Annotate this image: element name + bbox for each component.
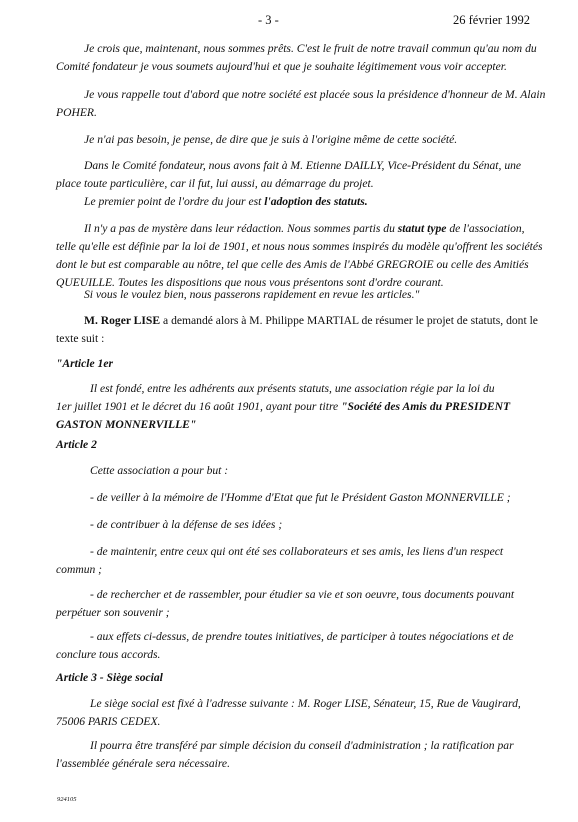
paragraph-1-line-2: Comité fondateur je vous soumets aujourd'hui et que je souhaite légitimement vous voir accepter. xyxy=(56,60,507,73)
article-2-title: Article 2 xyxy=(56,438,97,451)
article-1-title: "Article 1er xyxy=(56,357,113,370)
paragraph-4 xyxy=(56,157,548,193)
article-2-intro xyxy=(56,462,548,480)
paragraph-6-line-4: QUEUILLE. Toutes les dispositions que nous vous présentons sont d'ordre courant. xyxy=(56,276,444,289)
paragraph-6-text-a: Il n'y a pas de mystère dans leur rédaction. Nous sommes partis du xyxy=(84,222,398,235)
article-1-body xyxy=(56,380,548,434)
paragraph-1-line-1: Je crois que, maintenant, nous sommes prêts. C'est le fruit de notre travail commun qu'au nom du xyxy=(84,42,537,55)
article-2-item-1-text: - de veiller à la mémoire de l'Homme d'Etat que fut le Président Gaston MONNERVILLE ; xyxy=(90,491,511,504)
association-title: "Société des Amis du PRESIDENT xyxy=(341,400,511,413)
paragraph-6-text-c: de l'association, xyxy=(446,222,525,235)
article-2-item-5 xyxy=(56,628,548,664)
article-2-item-4 xyxy=(56,586,548,622)
article-2-item-4-line-1: - de rechercher et de rassembler, pour étudier sa vie et son oeuvre, tous documents pouvant xyxy=(90,588,515,601)
paragraph-8 xyxy=(56,312,548,348)
paragraph-1 xyxy=(56,40,548,76)
paragraph-6-line-3: dont le but est comparable au nôtre, tel que celle des Amis de l'Abbé GREGROIE ou celle des Amitiés xyxy=(56,258,529,271)
paragraph-6 xyxy=(56,220,548,292)
association-title-end: GASTON MONNERVILLE" xyxy=(56,418,197,431)
paragraph-8-text: a demandé alors à M. Philippe MARTIAL de résumer le projet de statuts, dont le xyxy=(160,314,538,327)
article-1-line-1: Il est fondé, entre les adhérents aux présents statuts, une association régie par la loi du xyxy=(90,382,495,395)
paragraph-7-line-1: Si vous le voulez bien, nous passerons rapidement en revue les articles." xyxy=(84,288,420,301)
paragraph-2 xyxy=(56,86,548,122)
article-2-item-1 xyxy=(56,489,548,507)
article-2-item-2 xyxy=(56,516,548,534)
paragraph-8-line-2: texte suit : xyxy=(56,332,105,345)
paragraph-2-line-1: Je vous rappelle tout d'abord que notre société est placée sous la présidence d'honneur de M. Alain xyxy=(84,88,546,101)
paragraph-6-bold: statut type xyxy=(397,222,447,235)
article-2-item-4-line-2: perpétuer son souvenir ; xyxy=(56,606,170,619)
article-3-paragraph-2 xyxy=(56,737,548,773)
document-date: 26 février 1992 xyxy=(453,13,531,27)
article-3-paragraph-1 xyxy=(56,695,548,731)
paragraph-3-line-1: Je n'ai pas besoin, je pense, de dire que je suis à l'origine même de cette société. xyxy=(84,133,458,146)
article-3-title: Article 3 - Siège social xyxy=(56,671,163,684)
paragraph-4-line-1: Dans le Comité fondateur, nous avons fait à M. Etienne DAILLY, Vice-Président du Sénat, une xyxy=(84,159,522,172)
article-2-intro-text: Cette association a pour but : xyxy=(90,464,229,477)
article-2-item-2-text: - de contribuer à la défense de ses idées ; xyxy=(90,518,283,531)
paragraph-7 xyxy=(56,286,548,304)
paragraph-5-bold: l'adoption des statuts. xyxy=(264,195,368,208)
article-3-p1-line-2: 75006 PARIS CEDEX. xyxy=(56,715,161,728)
article-3-p1-line-1: Le siège social est fixé à l'adresse suivante : M. Roger LISE, Sénateur, 15, Rue de Vaugirard, xyxy=(90,697,521,710)
paragraph-2-line-2: POHER. xyxy=(56,106,97,119)
article-2-item-3 xyxy=(56,543,548,579)
speaker-name: M. Roger LISE xyxy=(84,314,161,327)
paragraph-6-line-2: telle qu'elle est définie par la loi de 1901, et nous nous sommes inspirés du modèle qu'offrent les sociétés xyxy=(56,240,543,253)
article-3-p2-line-1: Il pourra être transféré par simple décision du conseil d'administration ; la ratification par xyxy=(90,739,514,752)
paragraph-3 xyxy=(56,131,548,149)
article-2-item-5-line-1: - aux effets ci-dessus, de prendre toutes initiatives, de participer à toutes négociations et de xyxy=(90,630,514,643)
document-reference: 924105 xyxy=(57,796,77,803)
article-2-item-3-line-1: - de maintenir, entre ceux qui ont été ses collaborateurs et ses amis, les liens d'un respect xyxy=(90,545,504,558)
paragraph-5 xyxy=(56,193,548,211)
page-number: - 3 - xyxy=(258,13,279,27)
paragraph-4-line-2: place toute particulière, car il fut, lui aussi, au démarrage du projet. xyxy=(56,177,374,190)
article-2-item-3-line-2: commun ; xyxy=(56,563,103,576)
paragraph-5-text: Le premier point de l'ordre du jour est xyxy=(84,195,265,208)
article-3-p2-line-2: l'assemblée générale sera nécessaire. xyxy=(56,757,230,770)
article-1-line-2: 1er juillet 1901 et le décret du 16 août 1901, ayant pour titre xyxy=(56,400,342,413)
article-2-item-5-line-2: conclure tous accords. xyxy=(56,648,161,661)
